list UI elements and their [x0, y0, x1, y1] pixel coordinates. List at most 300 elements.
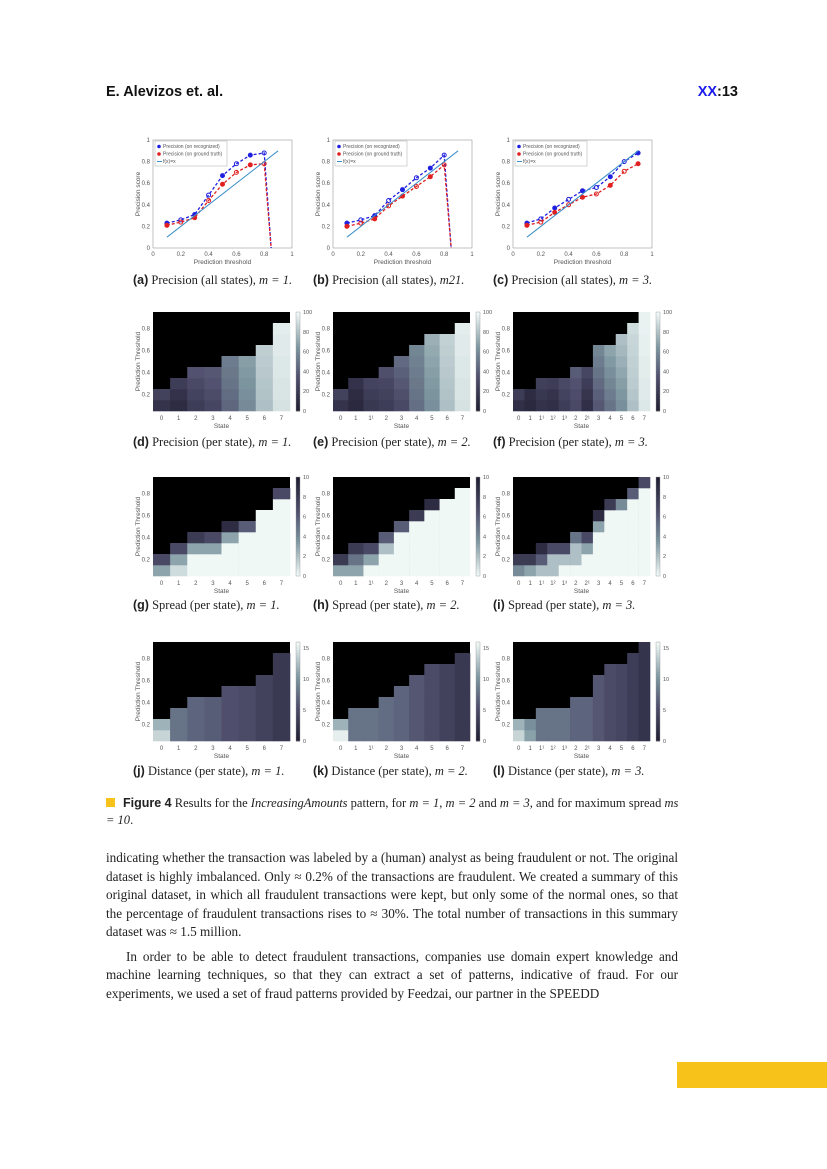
heatmap-cell	[616, 719, 628, 730]
heatmap-cell	[222, 356, 239, 367]
colorbar-segment	[656, 384, 660, 387]
y-tick-label: 0.8	[321, 656, 330, 663]
x-tick-label: 0	[511, 252, 515, 258]
colorbar-segment	[656, 689, 660, 692]
subfigure-caption-i	[493, 598, 635, 613]
heatmap-cell	[639, 477, 651, 488]
y-tick-label: 0.4	[501, 202, 510, 209]
heatmap-cell	[455, 510, 471, 521]
heatmap-cell	[424, 697, 440, 708]
colorbar-segment	[296, 507, 300, 510]
state-tick-label: 5	[619, 581, 624, 587]
state-tick-label: 3	[399, 581, 404, 587]
heatmap-cell	[616, 697, 628, 708]
heatmap-cell	[187, 367, 204, 378]
heatmap-cell	[187, 730, 204, 741]
heatmap-cell	[394, 356, 410, 367]
colorbar-segment	[476, 564, 480, 567]
data-point	[553, 206, 557, 210]
state-tick-label: 7	[460, 581, 465, 587]
colorbar-segment	[656, 329, 660, 332]
colorbar-segment	[296, 376, 300, 379]
heatmap-cell	[424, 367, 440, 378]
colorbar-segment	[476, 709, 480, 712]
state-tick-label: 2	[384, 581, 388, 587]
colorbar-segment	[296, 674, 300, 677]
state-tick-label: 4	[415, 416, 419, 422]
colorbar-segment	[296, 317, 300, 320]
colorbar-segment	[476, 477, 480, 480]
heatmap-cell	[153, 400, 170, 411]
heatmap-cell	[363, 378, 379, 389]
heatmap-cell	[363, 389, 379, 400]
heatmap-cell	[513, 565, 525, 576]
y-tick-label: 0.2	[501, 722, 510, 729]
colorbar-segment	[656, 364, 660, 367]
heatmap-cell	[455, 356, 471, 367]
colorbar-segment	[656, 337, 660, 340]
heatmap-cell	[455, 708, 471, 719]
heatmap-cell	[273, 719, 290, 730]
colorbar-segment	[296, 509, 300, 512]
heatmap-cell	[627, 730, 639, 741]
state-tick-label: 0	[159, 416, 164, 422]
state-tick-label: 6	[262, 581, 266, 587]
heatmap-cell	[379, 532, 395, 543]
colorbar-segment	[476, 642, 480, 645]
colorbar-segment	[296, 504, 300, 507]
colorbar-segment	[296, 339, 300, 342]
heatmap-cell	[204, 532, 221, 543]
heatmap-cell	[256, 675, 273, 686]
heatmap-cell	[409, 389, 425, 400]
heatmap-cell	[256, 345, 273, 356]
colorbar-segment	[296, 357, 300, 360]
heatmap-cell	[593, 730, 605, 741]
colorbar-segment	[656, 642, 660, 645]
x-axis-label: State	[213, 753, 230, 760]
y-axis-label: Precision score	[135, 171, 142, 217]
heatmap-cell	[222, 378, 239, 389]
state-tick-label: 1	[354, 581, 358, 587]
state-tick-label: 2	[384, 746, 388, 752]
colorbar-segment	[476, 554, 480, 557]
heatmap-cell	[559, 378, 571, 389]
colorbar-segment	[656, 696, 660, 699]
state-tick-label: 6	[445, 746, 449, 752]
colorbar-segment	[296, 312, 300, 315]
heatmap-cell	[513, 400, 525, 411]
colorbar-segment	[296, 566, 300, 569]
state-tick-label: 0	[338, 581, 343, 587]
y-tick-label: 0.8	[141, 326, 150, 333]
heatmap-cell	[582, 708, 594, 719]
subfigure-caption-math: m = 3.	[602, 598, 636, 612]
heatmap-cell	[239, 400, 256, 411]
colorbar-segment	[656, 726, 660, 729]
colorbar-segment	[296, 544, 300, 547]
colorbar-segment	[656, 569, 660, 572]
data-point	[387, 198, 391, 202]
y-axis-label: Prediction Threshold	[135, 661, 142, 722]
state-tick-label: 3	[596, 416, 601, 422]
heatmap-cell	[627, 686, 639, 697]
heatmap-cell	[440, 345, 456, 356]
heatmap-cell	[409, 356, 425, 367]
heatmap-cell	[379, 565, 395, 576]
colorbar-segment	[656, 709, 660, 712]
heatmap-cell	[627, 389, 639, 400]
heatmap-cell	[604, 686, 616, 697]
colorbar-tick-label: 40	[483, 369, 490, 376]
colorbar-segment	[656, 536, 660, 539]
colorbar-segment	[296, 654, 300, 657]
colorbar-segment	[476, 362, 480, 365]
colorbar-segment	[296, 687, 300, 690]
colorbar-segment	[296, 724, 300, 727]
colorbar-segment	[476, 724, 480, 727]
state-tick-label: 5	[430, 581, 434, 587]
colorbar	[656, 475, 669, 580]
heatmap-cell	[409, 708, 425, 719]
heatmap-cell	[256, 708, 273, 719]
subfigure-caption-e	[313, 435, 471, 450]
subfigure-caption-text: Precision (per state),	[508, 435, 615, 449]
state-tick-label: 6	[631, 416, 635, 422]
colorbar-segment	[656, 391, 660, 394]
caption-math: ms = 10	[106, 796, 679, 827]
colorbar-tick-label: 5	[663, 708, 667, 715]
heatmap-cell	[273, 686, 290, 697]
colorbar-segment	[656, 724, 660, 727]
heatmap-cell	[187, 697, 204, 708]
subfigure-caption-text: Distance (per state),	[331, 764, 435, 778]
state-tick-label: 2¹	[584, 746, 590, 752]
heatmap-cell	[455, 565, 471, 576]
state-tick-label: 1¹	[538, 581, 545, 587]
colorbar-tick-label: 10	[663, 475, 670, 481]
colorbar-segment	[656, 399, 660, 402]
heatmap-cell	[559, 708, 571, 719]
heatmap-cell	[455, 697, 471, 708]
heatmap-cell	[440, 675, 456, 686]
colorbar-segment	[656, 662, 660, 665]
colorbar-segment	[476, 369, 480, 372]
chart-j	[130, 635, 315, 770]
heatmap-cell	[639, 675, 651, 686]
heatmap-cell	[409, 719, 425, 730]
heatmap-cell	[273, 730, 290, 741]
colorbar-tick-label: 6	[303, 514, 307, 521]
state-tick-label: 6	[631, 581, 635, 587]
colorbar-segment	[656, 659, 660, 662]
colorbar-segment	[296, 667, 300, 670]
data-point	[207, 193, 211, 197]
heatmap-cell	[627, 334, 639, 345]
colorbar-segment	[656, 502, 660, 505]
colorbar-segment	[296, 644, 300, 647]
heatmap-cell	[513, 730, 525, 741]
state-tick-label: 1	[177, 746, 181, 752]
colorbar-segment	[296, 362, 300, 365]
heatmap-cell	[348, 719, 364, 730]
heatmap-cell	[604, 543, 616, 554]
colorbar-segment	[656, 394, 660, 397]
colorbar-tick-label: 0	[663, 409, 667, 415]
colorbar-segment	[296, 334, 300, 337]
heatmap-cell	[204, 367, 221, 378]
heatmap-cell	[627, 543, 639, 554]
heatmap-cell	[547, 708, 559, 719]
colorbar	[296, 642, 309, 745]
colorbar-segment	[296, 716, 300, 719]
subfigure-caption-math: m = 2.	[434, 764, 468, 778]
heatmap-cell	[363, 730, 379, 741]
legend-marker	[157, 145, 161, 149]
heatmap-cell	[616, 708, 628, 719]
heatmap-cell	[616, 686, 628, 697]
colorbar-segment	[476, 332, 480, 335]
colorbar-segment	[296, 404, 300, 407]
colorbar-segment	[476, 716, 480, 719]
heatmap-cell	[424, 675, 440, 686]
caption-marker-icon	[106, 798, 115, 807]
state-tick-label: 7	[642, 746, 646, 752]
colorbar-segment	[656, 357, 660, 360]
data-point	[428, 175, 432, 179]
subfigure-label: (f)	[493, 435, 506, 449]
colorbar-segment	[476, 536, 480, 539]
subfigure-caption-math: m = 1.	[251, 764, 285, 778]
colorbar-segment	[296, 342, 300, 345]
heatmap-cell	[547, 543, 559, 554]
subfigure-caption-text: Precision (all states),	[151, 273, 260, 287]
heatmap-cell	[424, 499, 440, 510]
colorbar-segment	[296, 374, 300, 377]
colorbar-segment	[656, 649, 660, 652]
colorbar-tick-label: 5	[483, 708, 487, 715]
colorbar-tick-label: 5	[303, 708, 307, 715]
colorbar-segment	[296, 332, 300, 335]
heatmap-cell	[604, 521, 616, 532]
subfigure-caption-math: m = 1.	[259, 273, 293, 287]
chart-a	[130, 133, 315, 268]
chart-i	[490, 470, 675, 605]
colorbar-segment	[476, 674, 480, 677]
colorbar-segment	[296, 379, 300, 382]
data-point	[221, 182, 225, 186]
legend	[155, 141, 227, 166]
heatmap-cell	[639, 499, 651, 510]
colorbar-segment	[476, 342, 480, 345]
heatmap-cell	[239, 521, 256, 532]
state-tick-label: 0	[338, 416, 343, 422]
colorbar-segment	[656, 479, 660, 482]
colorbar-segment	[476, 399, 480, 402]
heatmap-cell	[256, 686, 273, 697]
colorbar-segment	[476, 527, 480, 530]
y-tick-label: 0.2	[321, 722, 330, 729]
colorbar-segment	[656, 484, 660, 487]
heatmap-cell	[222, 708, 239, 719]
y-tick-label: 1	[326, 138, 330, 144]
heatmap-cell	[616, 730, 628, 741]
colorbar	[656, 642, 669, 745]
heatmap-cell	[639, 719, 651, 730]
state-tick-label: 7	[460, 746, 465, 752]
colorbar-segment	[656, 324, 660, 327]
colorbar-segment	[656, 669, 660, 672]
heatmap-cell	[204, 730, 221, 741]
colorbar-tick-label: 0	[483, 409, 487, 415]
subfigure-label: (g)	[133, 598, 149, 612]
heatmap-cell	[639, 521, 651, 532]
colorbar-segment	[476, 404, 480, 407]
heatmap-cell	[273, 708, 290, 719]
y-tick-label: 0.8	[321, 159, 330, 166]
heatmap-cell	[222, 389, 239, 400]
state-tick-label: 5	[430, 746, 434, 752]
heatmap-cell	[379, 697, 395, 708]
colorbar-segment	[476, 692, 480, 695]
heatmap-cell	[363, 554, 379, 565]
heatmap-cell	[170, 378, 187, 389]
heatmap-cell	[455, 543, 471, 554]
y-tick-label: 0.6	[501, 678, 510, 685]
heatmap-cell	[604, 719, 616, 730]
colorbar-segment	[656, 556, 660, 559]
x-tick-label: 0.4	[564, 252, 573, 258]
y-tick-label: 0.2	[321, 224, 330, 231]
heatmap-cell	[440, 367, 456, 378]
colorbar	[296, 475, 309, 580]
colorbar-segment	[296, 517, 300, 520]
heatmap-cell	[593, 389, 605, 400]
colorbar-segment	[296, 669, 300, 672]
y-axis-label: Prediction Threshold	[315, 661, 322, 722]
colorbar-tick-label: 60	[303, 349, 310, 356]
heatmap-cell	[363, 719, 379, 730]
subfigure-caption-j	[133, 764, 284, 779]
heatmap-cell	[394, 367, 410, 378]
colorbar-segment	[656, 531, 660, 534]
chart-d	[130, 305, 315, 440]
heatmap-cell	[333, 719, 349, 730]
colorbar-tick-label: 10	[303, 677, 310, 684]
heatmap-cell	[627, 345, 639, 356]
state-tick-label: 3	[399, 416, 404, 422]
heatmap-cell	[455, 730, 471, 741]
heatmap-cell	[222, 719, 239, 730]
colorbar-segment	[476, 379, 480, 382]
legend-entry: Precision (on ground truth)	[343, 151, 403, 158]
colorbar-segment	[656, 679, 660, 682]
colorbar-segment	[476, 494, 480, 497]
colorbar-segment	[656, 366, 660, 369]
x-axis-label: State	[393, 753, 410, 760]
heatmap-cell	[333, 730, 349, 741]
heatmap-cell	[524, 565, 536, 576]
legend-marker	[337, 145, 341, 149]
heatmap-cell	[559, 400, 571, 411]
colorbar-segment	[476, 662, 480, 665]
heatmap-cell	[604, 389, 616, 400]
colorbar-segment	[476, 679, 480, 682]
colorbar-segment	[476, 652, 480, 655]
colorbar-segment	[476, 389, 480, 392]
chart-g	[130, 470, 315, 605]
colorbar-segment	[656, 734, 660, 737]
heatmap-cell	[593, 675, 605, 686]
y-tick-label: 0.2	[501, 224, 510, 231]
colorbar-segment	[476, 337, 480, 340]
heatmap-cell	[440, 554, 456, 565]
colorbar-segment	[296, 479, 300, 482]
state-tick-label: 1	[528, 746, 532, 752]
colorbar-segment	[656, 571, 660, 574]
heatmap-cell	[409, 675, 425, 686]
heatmap-cell	[513, 389, 525, 400]
colorbar-segment	[476, 381, 480, 384]
colorbar-segment	[656, 499, 660, 502]
y-tick-label: 0.4	[321, 535, 330, 542]
heatmap-cell	[639, 334, 651, 345]
heatmap-cell	[604, 697, 616, 708]
heatmap-cell	[239, 389, 256, 400]
heatmap-cell	[273, 334, 290, 345]
state-tick-label: 5	[619, 746, 624, 752]
heatmap-cell	[627, 510, 639, 521]
data-point	[581, 195, 585, 199]
heatmap-cell	[559, 719, 571, 730]
colorbar-segment	[296, 731, 300, 734]
heatmap-cell	[455, 653, 471, 664]
state-tick-label: 3	[211, 416, 215, 422]
colorbar-segment	[476, 561, 480, 564]
heatmap-cell	[222, 565, 239, 576]
colorbar-segment	[476, 492, 480, 495]
y-tick-label: 0.8	[501, 491, 510, 498]
heatmap-cell	[559, 554, 571, 565]
heatmap-cell	[570, 565, 582, 576]
heatmap-cell	[627, 565, 639, 576]
state-tick-label: 1	[177, 416, 181, 422]
heatmap-cell	[204, 565, 221, 576]
y-tick-label: 0.4	[321, 370, 330, 377]
colorbar-segment	[476, 687, 480, 690]
colorbar-segment	[656, 401, 660, 404]
heatmap-cell	[170, 389, 187, 400]
colorbar-segment	[656, 354, 660, 357]
colorbar-segment	[656, 561, 660, 564]
heatmap-cell	[593, 356, 605, 367]
colorbar-segment	[296, 689, 300, 692]
colorbar-tick-label: 20	[303, 389, 310, 396]
heatmap-cell	[256, 532, 273, 543]
colorbar-segment	[656, 729, 660, 732]
colorbar-segment	[476, 394, 480, 397]
colorbar-segment	[296, 662, 300, 665]
heatmap-cell	[639, 323, 651, 334]
heatmap-cell	[379, 367, 395, 378]
colorbar-segment	[656, 731, 660, 734]
colorbar-segment	[476, 366, 480, 369]
colorbar-segment	[476, 649, 480, 652]
colorbar-segment	[656, 736, 660, 739]
data-point	[622, 169, 626, 173]
heatmap-cell	[440, 565, 456, 576]
heatmap-cell	[348, 389, 364, 400]
